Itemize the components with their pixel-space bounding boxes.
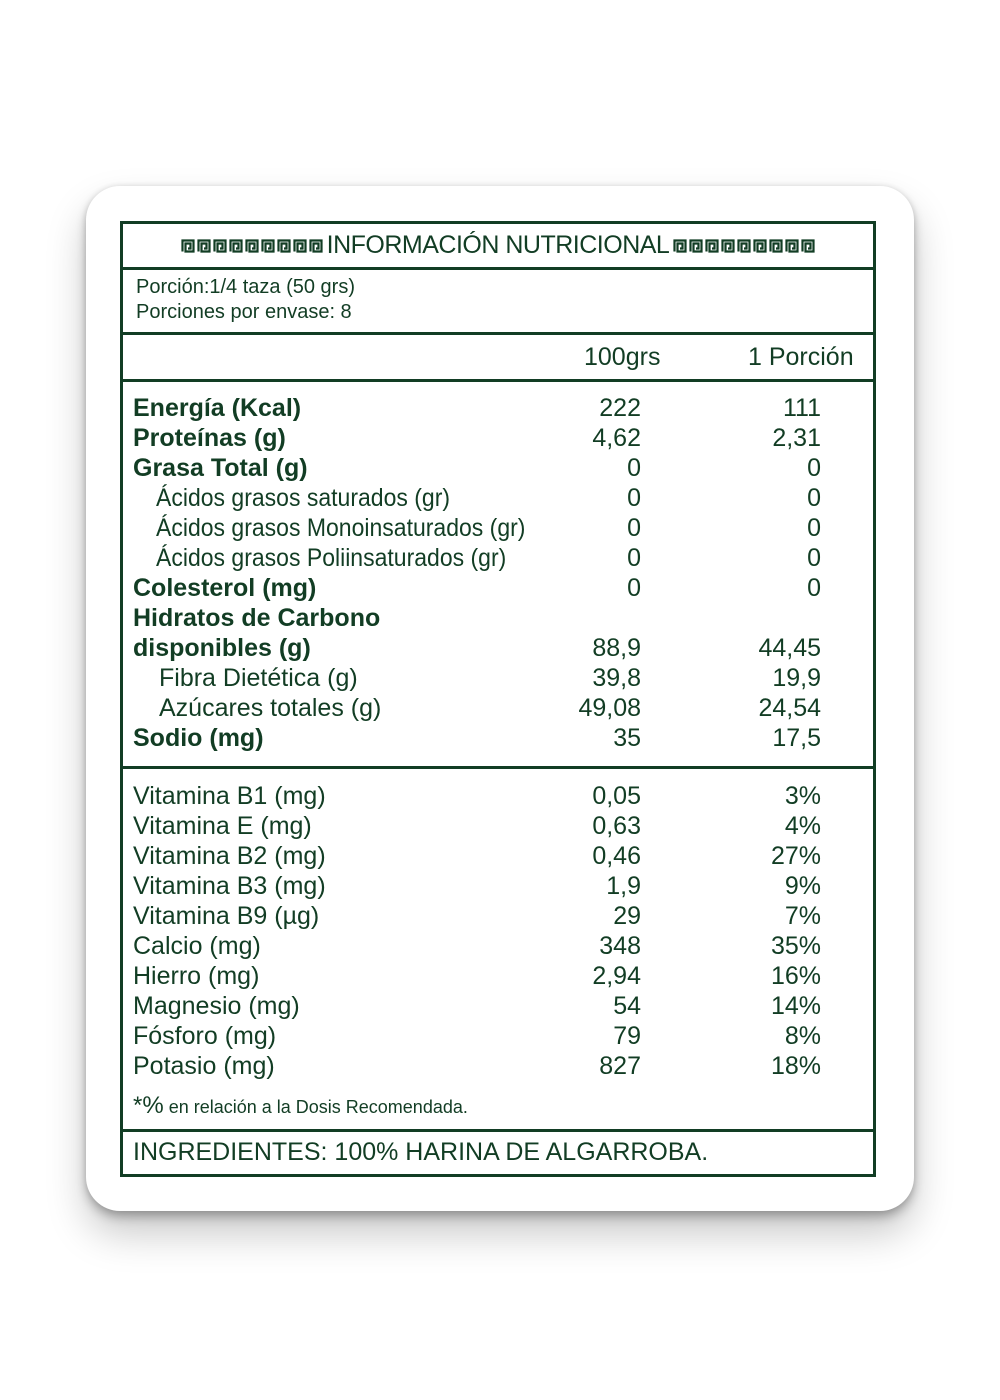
greek-key-icon — [213, 239, 227, 253]
nutrient-value-100g: 222 — [599, 394, 641, 422]
nutrient-label: Energía (Kcal) — [133, 394, 302, 422]
vitamin-value-100g: 2,94 — [592, 962, 641, 990]
portion-size: Porción:1/4 taza (50 grs) — [136, 276, 355, 298]
nutrient-row — [123, 453, 873, 483]
vitamin-value-100g: 1,9 — [606, 872, 641, 900]
nutrient-row — [123, 483, 873, 513]
vitamin-percent: 14% — [770, 992, 821, 1020]
vitamin-percent: 4% — [784, 812, 821, 840]
vitamin-row — [123, 781, 873, 811]
servings-per-container: Porciones por envase: 8 — [136, 301, 352, 323]
nutrient-value-100g: 0 — [627, 484, 641, 512]
nutrient-value-100g: 39,8 — [592, 664, 641, 692]
greek-key-icon — [181, 239, 195, 253]
nutrient-label: Grasa Total (g) — [133, 454, 308, 482]
vitamin-row — [123, 1051, 873, 1081]
nutrient-value-portion: 24,54 — [758, 694, 821, 722]
greek-key-border-left — [181, 239, 323, 253]
nutrient-label: Ácidos grasos Poliinsaturados (gr) — [156, 544, 507, 572]
nutrient-label: disponibles (g) — [133, 634, 311, 662]
greek-key-icon — [769, 239, 783, 253]
nutrition-table — [120, 221, 876, 1177]
vitamin-label: Calcio (mg) — [133, 932, 261, 960]
vitamin-label: Vitamina B9 (µg) — [133, 902, 320, 930]
greek-key-icon — [197, 239, 211, 253]
nutrient-value-portion: 17,5 — [772, 724, 821, 752]
nutrient-row — [123, 543, 873, 573]
greek-key-icon — [689, 239, 703, 253]
greek-key-icon — [261, 239, 275, 253]
nutrient-label: Proteínas (g) — [133, 424, 286, 452]
nutrients-section — [123, 382, 873, 769]
nutrient-row — [123, 663, 873, 693]
nutrient-row — [123, 423, 873, 453]
vitamin-row — [123, 991, 873, 1021]
vitamin-percent: 35% — [770, 932, 821, 960]
vitamin-value-100g: 54 — [613, 992, 641, 1020]
ingredients-section — [123, 1132, 873, 1174]
vitamin-label: Magnesio (mg) — [133, 992, 300, 1020]
vitamin-percent: 16% — [770, 962, 821, 990]
nutrient-label: Fibra Dietética (g) — [159, 664, 358, 692]
nutrient-value-portion: 2,31 — [772, 424, 821, 452]
vitamin-percent: 18% — [770, 1052, 821, 1080]
vitamin-row — [123, 901, 873, 931]
column-header — [123, 335, 873, 382]
vitamin-label: Vitamina B1 (mg) — [133, 782, 326, 810]
vitamin-row — [123, 871, 873, 901]
nutrient-row — [123, 513, 873, 543]
vitamin-label: Potasio (mg) — [133, 1052, 275, 1080]
nutrient-value-portion: 44,45 — [758, 634, 821, 662]
nutrient-value-100g: 0 — [627, 544, 641, 572]
nutrient-value-portion: 111 — [782, 394, 821, 422]
greek-key-icon — [309, 239, 323, 253]
column-100g: 100grs — [584, 343, 661, 371]
title-section — [123, 224, 873, 270]
greek-key-icon — [229, 239, 243, 253]
nutrient-value-100g: 0 — [627, 514, 641, 542]
greek-key-border-right — [673, 239, 815, 253]
vitamin-value-100g: 0,63 — [592, 812, 641, 840]
vitamins-section — [123, 769, 873, 1132]
nutrient-value-100g: 49,08 — [578, 694, 641, 722]
nutrient-row — [123, 693, 873, 723]
nutrient-row — [123, 393, 873, 423]
greek-key-icon — [737, 239, 751, 253]
greek-key-icon — [705, 239, 719, 253]
nutrient-row — [123, 603, 873, 633]
vitamin-value-100g: 348 — [599, 932, 641, 960]
nutrient-label: Hidratos de Carbono — [133, 604, 381, 632]
table-title: INFORMACIÓN NUTRICIONAL — [326, 231, 670, 259]
nutrient-label: Ácidos grasos saturados (gr) — [156, 484, 451, 512]
ingredients-text: INGREDIENTES: 100% HARINA DE ALGARROBA. — [133, 1138, 709, 1166]
nutrient-row — [123, 633, 873, 663]
vitamin-percent: 7% — [784, 902, 821, 930]
greek-key-icon — [245, 239, 259, 253]
vitamin-percent: 3% — [784, 782, 821, 810]
greek-key-icon — [721, 239, 735, 253]
nutrient-value-portion: 0 — [807, 454, 821, 482]
vitamin-row — [123, 1021, 873, 1051]
vitamin-value-100g: 0,46 — [592, 842, 641, 870]
vitamin-value-100g: 29 — [613, 902, 641, 930]
vitamin-label: Vitamina E (mg) — [133, 812, 312, 840]
nutrient-value-portion: 0 — [807, 484, 821, 512]
nutrient-label: Ácidos grasos Monoinsaturados (gr) — [156, 514, 526, 542]
greek-key-icon — [785, 239, 799, 253]
greek-key-icon — [673, 239, 687, 253]
vitamin-row — [123, 811, 873, 841]
footnote-text: en relación a la Dosis Recomendada. — [163, 1097, 468, 1117]
vitamin-row — [123, 841, 873, 871]
nutrient-label: Colesterol (mg) — [133, 574, 317, 602]
nutrient-value-100g: 0 — [627, 574, 641, 602]
nutrient-value-100g: 35 — [613, 724, 641, 752]
nutrient-row — [123, 723, 873, 753]
nutrient-value-100g: 0 — [627, 454, 641, 482]
nutrient-label: Azúcares totales (g) — [159, 694, 382, 722]
nutrient-label: Sodio (mg) — [133, 724, 264, 752]
vitamin-value-100g: 79 — [613, 1022, 641, 1050]
vitamin-label: Fósforo (mg) — [133, 1022, 277, 1050]
vitamin-percent: 9% — [784, 872, 821, 900]
vitamin-percent: 27% — [770, 842, 821, 870]
nutrient-value-portion: 19,9 — [772, 664, 821, 692]
footnote — [133, 1092, 468, 1120]
vitamin-label: Hierro (mg) — [133, 962, 260, 990]
vitamin-label: Vitamina B2 (mg) — [133, 842, 326, 870]
vitamin-label: Vitamina B3 (mg) — [133, 872, 326, 900]
greek-key-icon — [293, 239, 307, 253]
nutrient-value-portion: 0 — [807, 574, 821, 602]
nutrient-value-100g: 4,62 — [592, 424, 641, 452]
portion-section — [123, 270, 873, 335]
nutrient-value-portion: 0 — [807, 514, 821, 542]
column-portion: 1 Porción — [748, 343, 854, 371]
vitamin-value-100g: 827 — [599, 1052, 641, 1080]
nutrient-row — [123, 573, 873, 603]
greek-key-icon — [753, 239, 767, 253]
footnote-marker: *% — [133, 1092, 164, 1119]
vitamin-value-100g: 0,05 — [592, 782, 641, 810]
vitamin-percent: 8% — [784, 1022, 821, 1050]
nutrient-value-portion: 0 — [807, 544, 821, 572]
vitamin-row — [123, 961, 873, 991]
greek-key-icon — [801, 239, 815, 253]
nutrient-value-100g: 88,9 — [592, 634, 641, 662]
greek-key-icon — [277, 239, 291, 253]
vitamin-row — [123, 931, 873, 961]
